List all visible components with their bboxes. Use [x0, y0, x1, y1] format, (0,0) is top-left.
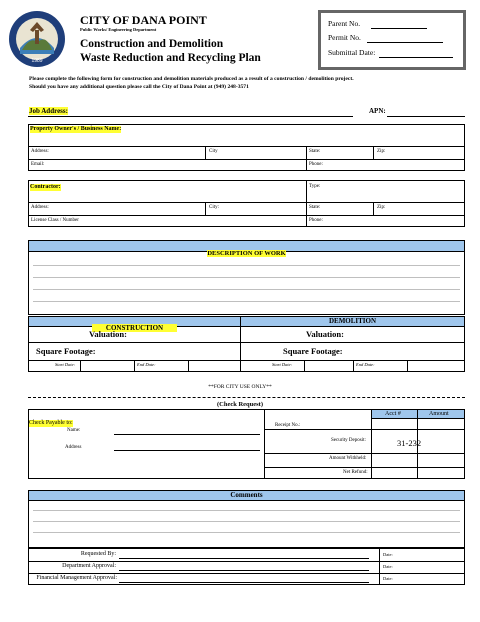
demolition-title: DEMOLITION — [328, 317, 377, 325]
demolition-end-date-label: End Date: — [356, 362, 375, 367]
demolition-valuation-label: Valuation: — [306, 329, 344, 339]
contractor-license-label: License Class / Number — [31, 218, 79, 223]
job-address-label: Job Address: — [29, 107, 68, 115]
financial-approval-label: Financial Management Approval: — [36, 575, 117, 581]
amount-withheld-label: Amount Withheld: — [329, 456, 367, 461]
comments-line[interactable] — [33, 521, 460, 522]
construction-title: CONSTRUCTION — [92, 324, 177, 332]
requested-date-label: Date: — [383, 552, 393, 557]
construction-valuation-label: Valuation: — [89, 329, 127, 339]
construction-demolition-table — [28, 316, 465, 372]
comments-section — [28, 490, 465, 548]
comments-title: Comments — [230, 491, 263, 499]
financial-date-label: Date: — [383, 576, 393, 581]
comments-line[interactable] — [33, 532, 460, 533]
demolition-square-footage-label: Square Footage: — [283, 346, 343, 356]
description-title: DESCRIPTION OF WORK — [207, 250, 286, 257]
department-name: Public Works/ Engineering Department — [80, 27, 157, 32]
city-name: CITY OF DANA POINT — [80, 13, 207, 27]
contractor-city-label: City: — [209, 205, 220, 210]
owner-city-label: City — [209, 149, 218, 154]
department-approval-field[interactable] — [119, 570, 369, 571]
security-deposit-label: Security Deposit: — [331, 438, 366, 443]
construction-end-date-label: End Date: — [137, 362, 156, 367]
owner-state-label: State: — [309, 149, 321, 154]
acct-header: Acct # — [385, 411, 401, 417]
construction-square-footage-label: Square Footage: — [36, 346, 96, 356]
demolition-start-date-label: Start Date: — [272, 362, 293, 367]
form-title-line1: Construction and Demolition — [80, 38, 224, 50]
form-title-line2: Waste Reduction and Recycling Plan — [80, 52, 261, 64]
receipt-no-field[interactable] — [305, 429, 365, 430]
job-address-field[interactable] — [28, 116, 353, 117]
check-request-table — [28, 409, 465, 479]
parent-no-field[interactable] — [371, 28, 427, 29]
contractor-zip-label: Zip: — [377, 205, 386, 210]
parent-no-label: Parent No. — [328, 19, 361, 28]
comments-line[interactable] — [33, 510, 460, 511]
description-line[interactable] — [33, 301, 460, 302]
owner-zip-label: Zip: — [377, 149, 386, 154]
office-use-box — [318, 10, 466, 70]
city-use-divider — [28, 397, 465, 398]
description-line[interactable] — [33, 265, 460, 266]
submittal-date-label: Submittal Date: — [328, 48, 376, 57]
intro-line1: Please complete the following form for construction and demolition materials produced as a result of a construction / demolition project. — [29, 76, 354, 82]
permit-no-field[interactable] — [367, 42, 443, 43]
financial-approval-field[interactable] — [119, 582, 369, 583]
contractor-section — [28, 180, 465, 227]
city-seal — [8, 10, 66, 68]
net-refund-label: Net Refund: — [343, 470, 368, 475]
signoff-section — [28, 548, 465, 585]
construction-start-date-label: Start Date: — [55, 362, 76, 367]
contractor-state-label: State: — [309, 205, 321, 210]
owner-phone-label: Phone: — [309, 162, 323, 167]
owner-email-label: Email: — [31, 162, 45, 167]
contractor-title: Contractor: — [30, 184, 61, 190]
description-line[interactable] — [33, 289, 460, 290]
owner-title: Property Owner's / Business Name: — [30, 126, 122, 132]
payee-address-field[interactable] — [114, 450, 260, 451]
contractor-address-label: Address: — [31, 205, 49, 210]
svg-text:1989: 1989 — [31, 58, 43, 64]
amount-header: Amount — [429, 411, 449, 417]
payee-name-label: Name: — [67, 428, 81, 433]
owner-address-label: Address: — [31, 149, 49, 154]
permit-no-label: Permit No. — [328, 33, 361, 42]
contractor-type-label: Type: — [309, 184, 321, 189]
apn-field[interactable] — [387, 116, 465, 117]
payee-address-label: Address — [65, 445, 82, 450]
city-use-only-label: **FOR CITY USE ONLY** — [208, 384, 272, 390]
requested-by-field[interactable] — [119, 558, 369, 559]
department-approval-label: Department Approval: — [62, 563, 116, 569]
contractor-phone-label: Phone: — [309, 218, 323, 223]
description-section — [28, 240, 465, 315]
payee-name-field[interactable] — [114, 434, 260, 435]
check-request-title: (Check Request) — [216, 401, 264, 408]
submittal-date-field[interactable] — [379, 57, 453, 58]
acct-number-value: 31-232 — [397, 438, 422, 448]
department-date-label: Date: — [383, 564, 393, 569]
receipt-no-label: Receipt No.: — [275, 423, 301, 428]
owner-section — [28, 124, 465, 171]
intro-line2: Should you have any additional question please call the City of Dana Point at (949) 248-3571 — [29, 84, 249, 90]
apn-label: APN: — [369, 107, 386, 115]
check-payable-label: Check Payable to: — [29, 420, 73, 426]
description-line[interactable] — [33, 277, 460, 278]
requested-by-label: Requested By: — [80, 551, 116, 557]
